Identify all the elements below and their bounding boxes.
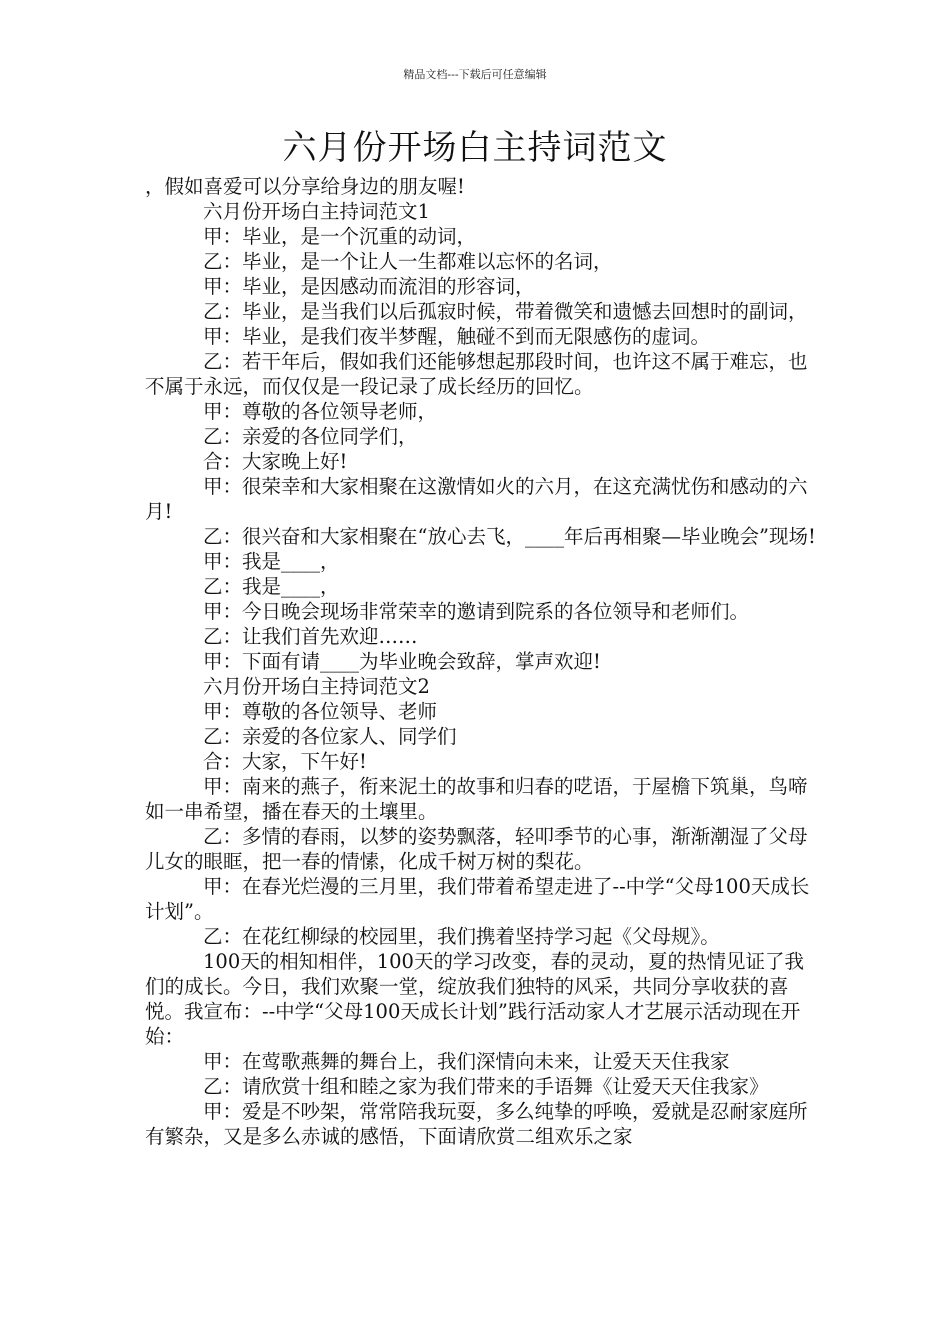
- paragraph: 甲：在春光烂漫的三月里，我们带着希望走进了--中学“父母100天成长计划”。: [145, 875, 810, 923]
- paragraph: 乙：亲爱的各位家人、同学们: [203, 725, 457, 748]
- paragraph: 甲：很荣幸和大家相聚在这激情如火的六月，在这充满忧伤和感动的六月!: [145, 475, 808, 523]
- section-heading: 六月份开场白主持词范文2: [203, 675, 430, 698]
- paragraph: 甲：今日晚会现场非常荣幸的邀请到院系的各位领导和老师们。: [203, 600, 750, 623]
- paragraph: 甲：下面有请____为毕业晚会致辞，掌声欢迎!: [203, 650, 601, 673]
- paragraph: 甲：我是____，: [203, 550, 340, 573]
- paragraph: 100天的相知相伴，100天的学习改变，春的灵动，夏的热情见证了我们的成长。今日，我们欢聚一堂，绽放我们独特的风采，共同分享收获的喜悦。我宣布：--中学“父母100天成长计划”践行活动家人才艺展示活动现在开始：: [145, 950, 804, 1048]
- paragraph: 乙：多情的春雨，以梦的姿势飘落，轻叩季节的心事，渐渐潮湿了父母儿女的眼眶，把一春的情愫，化成千树万树的梨花。: [145, 825, 808, 873]
- paragraph: 乙：在花红柳绿的校园里，我们携着坚持学习起《父母规》。: [203, 925, 720, 948]
- paragraph: 甲：毕业，是因感动而流泪的形容词，: [203, 275, 535, 298]
- section-heading: 六月份开场白主持词范文1: [203, 200, 430, 223]
- paragraph: 乙：毕业，是当我们以后孤寂时候，带着微笑和遗憾去回想时的副词，: [203, 300, 808, 323]
- paragraph: 乙：让我们首先欢迎……: [203, 625, 418, 648]
- paragraph: 合：大家，下午好!: [203, 750, 367, 773]
- paragraph: 甲：毕业，是一个沉重的动词，: [203, 225, 477, 248]
- paragraph: 乙：亲爱的各位同学们，: [203, 425, 418, 448]
- paragraph: 甲：南来的燕子，衔来泥土的故事和归春的呓语，于屋檐下筑巢，鸟啼如一串希望，播在春天的土壤里。: [145, 775, 808, 823]
- paragraph: 乙：若干年后，假如我们还能够想起那段时间，也许这不属于难忘，也不属于永远，而仅仅是一段记录了成长经历的回忆。: [145, 350, 808, 398]
- paragraph: 乙：很兴奋和大家相聚在“放心去飞，____年后再相聚—毕业晚会”现场!: [203, 525, 816, 548]
- paragraph: 乙：毕业，是一个让人一生都难以忘怀的名词，: [203, 250, 613, 273]
- document-title: 六月份开场白主持词范文: [282, 128, 668, 168]
- paragraph: 甲：爱是不吵架，常常陪我玩耍，多么纯挚的呼唤，爱就是忍耐家庭所有繁杂，又是多么赤诚的感悟，下面请欣赏二组欢乐之家: [145, 1100, 808, 1148]
- document-body: [145, 174, 817, 1149]
- paragraph: 甲：在莺歌燕舞的舞台上，我们深情向未来，让爱天天住我家: [203, 1050, 730, 1073]
- header-note: 精品文档---下载后可任意编辑: [403, 68, 547, 81]
- paragraph: 乙：请欣赏十组和睦之家为我们带来的手语舞《让爱天天住我家》: [203, 1075, 769, 1098]
- paragraph: 甲：尊敬的各位领导老师，: [203, 400, 438, 423]
- paragraph: ，假如喜爱可以分享给身边的朋友喔!: [145, 175, 465, 198]
- paragraph: 乙：我是____，: [203, 575, 340, 598]
- paragraph: 甲：毕业，是我们夜半梦醒，触碰不到而无限感伤的虚词。: [203, 325, 711, 348]
- paragraph: 甲：尊敬的各位领导、老师: [203, 700, 438, 723]
- paragraph: 合：大家晚上好!: [203, 450, 348, 473]
